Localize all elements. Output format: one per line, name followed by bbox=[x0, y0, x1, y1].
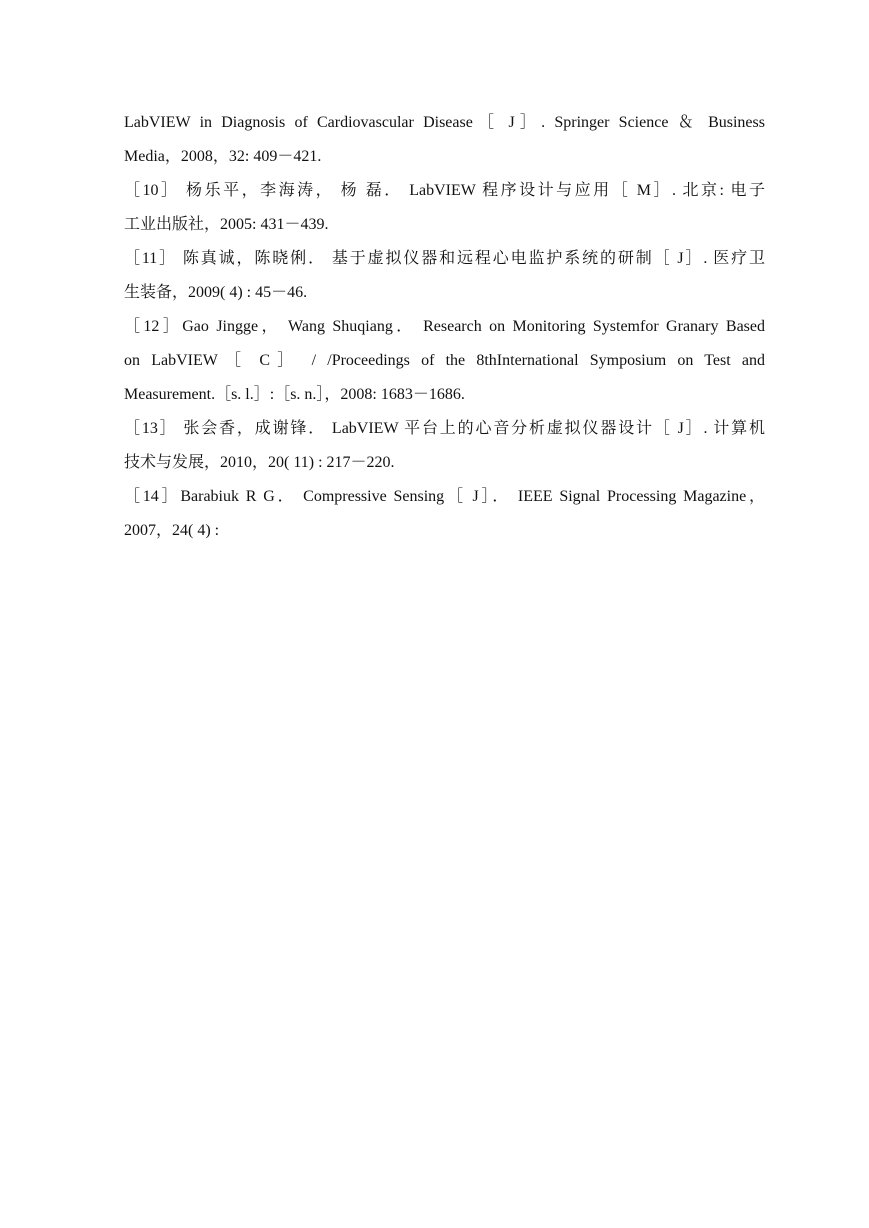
reference-line: 技术与发展，2010，20( 11) : 217－220. bbox=[124, 454, 395, 471]
reference-list bbox=[124, 106, 765, 548]
reference-entry bbox=[124, 412, 765, 480]
reference-line: Media，2008，32: 409－421. bbox=[124, 148, 322, 165]
reference-line: LabVIEW in Diagnosis of Cardiovascular Disease［ J］. Springer Science ＆ Business bbox=[124, 114, 765, 131]
reference-entry bbox=[124, 310, 765, 412]
reference-line: ［10］ 杨乐平，李海涛， 杨 磊． LabVIEW 程序设计与应用［ M］. 北京: 电子 bbox=[124, 182, 765, 199]
reference-line: Measurement.［s. l.］:［s. n.］，2008: 1683－1686. bbox=[124, 386, 465, 403]
reference-line: on LabVIEW［ C］ / /Proceedings of the 8thInternational Symposium on Test and bbox=[124, 352, 765, 369]
reference-line: ［13］ 张会香，成谢锋． LabVIEW 平台上的心音分析虚拟仪器设计［ J］. 计算机 bbox=[124, 420, 765, 437]
reference-line: ［11］ 陈真诚，陈晓俐． 基于虚拟仪器和远程心电监护系统的研制［ J］. 医疗卫 bbox=[124, 250, 765, 267]
reference-line: 2007，24( 4) : bbox=[124, 522, 220, 539]
reference-entry bbox=[124, 480, 765, 548]
reference-line: 工业出版社，2005: 431－439. bbox=[124, 216, 329, 233]
reference-line: ［12］Gao Jingge， Wang Shuqiang． Research on Monitoring Systemfor Granary Based bbox=[124, 318, 765, 335]
reference-entry bbox=[124, 106, 765, 174]
reference-line: 生装备，2009( 4) : 45－46. bbox=[124, 284, 308, 301]
reference-line: ［14］Barabiuk R G． Compressive Sensing［ J］． IEEE Signal Processing Magazine， bbox=[124, 488, 765, 505]
reference-entry bbox=[124, 174, 765, 242]
reference-entry bbox=[124, 242, 765, 310]
